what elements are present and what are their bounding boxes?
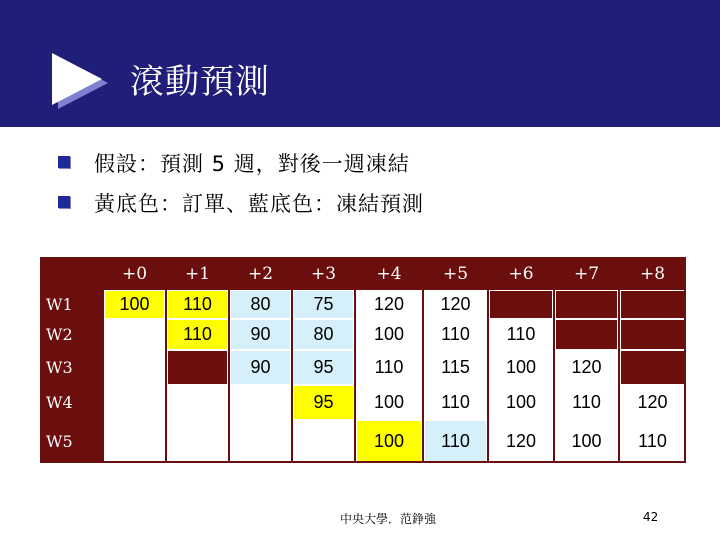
table-cell: 120 — [490, 421, 552, 462]
table-bottom-border — [40, 461, 686, 463]
column-divider — [487, 290, 489, 463]
column-divider — [228, 290, 230, 463]
column-header: +3 — [310, 263, 337, 284]
column-divider — [165, 290, 167, 463]
table-cell: 120 — [621, 386, 684, 419]
column-header: +4 — [376, 263, 402, 284]
table-cell: 110 — [357, 351, 421, 384]
table-cell — [490, 291, 552, 318]
table-cell: 115 — [425, 351, 486, 384]
table-cell: 95 — [294, 351, 353, 384]
table-cell — [621, 351, 684, 384]
column-divider — [422, 290, 424, 463]
column-header: +2 — [247, 263, 274, 284]
column-header: +1 — [184, 263, 211, 284]
row-label: W4 — [46, 393, 73, 412]
table-cell — [231, 386, 290, 419]
row-label: W5 — [46, 432, 73, 451]
bullet-text-legend: 黃底色：訂單、藍底色：凍結預測 — [94, 192, 424, 216]
table-cell — [294, 421, 353, 462]
column-divider — [291, 290, 293, 463]
table-cell — [621, 320, 684, 349]
table-cell: 100 — [105, 291, 164, 318]
table-cell: 110 — [168, 320, 227, 349]
table-cell: 110 — [425, 386, 486, 419]
bullet-icon — [58, 196, 70, 208]
bullet-icon — [58, 156, 70, 168]
table-cell — [105, 421, 164, 462]
column-header: +5 — [442, 263, 469, 284]
row-label: W3 — [46, 358, 73, 377]
column-header: +6 — [508, 263, 534, 284]
table-cell — [556, 320, 617, 349]
table-cell: 100 — [357, 320, 421, 349]
table-cell — [556, 291, 617, 318]
table-cell: 75 — [294, 291, 353, 318]
bullet-text-assumption: 假設：預測 5 週，對後一週凍結 — [94, 152, 410, 176]
table-cell: 100 — [490, 351, 552, 384]
column-divider — [102, 290, 104, 463]
table-cell: 120 — [357, 291, 421, 318]
table-right-border — [684, 257, 686, 463]
table-cell — [231, 421, 290, 462]
table-cell: 80 — [294, 320, 353, 349]
column-header: +0 — [121, 263, 148, 284]
table-cell: 95 — [294, 386, 353, 419]
row-label: W2 — [46, 325, 73, 344]
table-cell: 120 — [425, 291, 486, 318]
table-cell — [168, 386, 227, 419]
table-cell: 100 — [490, 386, 552, 419]
table-cell: 100 — [357, 421, 421, 462]
slide-title: 滾動預測 — [130, 62, 270, 102]
table-cell — [621, 291, 684, 318]
row-label: W1 — [46, 295, 73, 314]
table-cell: 110 — [425, 421, 486, 462]
table-cell: 110 — [425, 320, 486, 349]
table-cell: 90 — [231, 320, 290, 349]
table-cell: 80 — [231, 291, 290, 318]
column-header: +8 — [639, 263, 666, 284]
table-cell — [168, 351, 227, 384]
column-header: +7 — [573, 263, 600, 284]
page-number: 42 — [643, 510, 659, 524]
table-header-row — [40, 257, 686, 290]
table-cell: 100 — [357, 386, 421, 419]
table-cell — [105, 351, 164, 384]
table-cell: 110 — [556, 386, 617, 419]
column-divider — [553, 290, 555, 463]
table-cell: 110 — [621, 421, 684, 462]
table-cell — [105, 386, 164, 419]
footer-source: 中央大學．范錚強 — [340, 512, 437, 526]
table-cell: 90 — [231, 351, 290, 384]
play-arrow-icon — [52, 53, 114, 111]
table-cell: 110 — [168, 291, 227, 318]
table-cell: 110 — [490, 320, 552, 349]
table-cell: 100 — [556, 421, 617, 462]
column-divider — [618, 290, 620, 463]
rolling-forecast-table — [40, 257, 686, 463]
column-divider — [354, 290, 356, 463]
table-cell: 120 — [556, 351, 617, 384]
table-cell — [168, 421, 227, 462]
table-cell — [105, 320, 164, 349]
